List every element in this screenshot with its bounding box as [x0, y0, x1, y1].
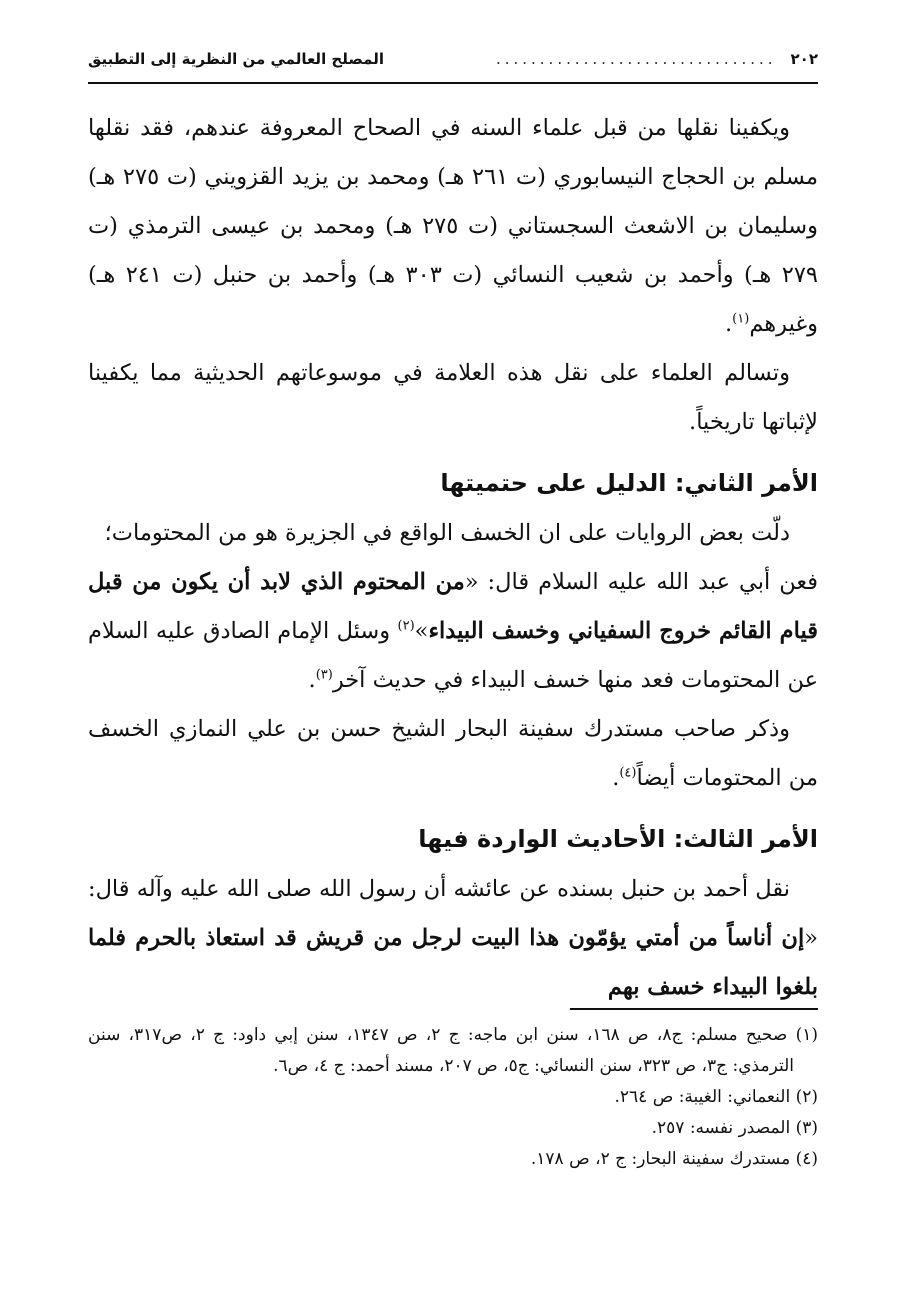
running-title: المصلح العالمي من النظرية إلى التطبيق	[88, 50, 384, 68]
footnote-ref-1: (١)	[732, 311, 750, 326]
footnote-ref-3: (٣)	[315, 667, 333, 682]
paragraph-abu-abdullah-narration: فعن أبي عبد الله عليه السلام قال: «من المحتوم الذي لابد أن يكون من قبل قيام القائم خروج السفياني وخسف البيداء»$^{(٢)}$ وسئل الإمام الصادق عليه السلام عن المحتومات فعد منها خسف البيداء في حديث آخر$^{(٣)}$.	[88, 568, 818, 693]
body-text	[88, 104, 818, 1012]
footnote-2: (٢) النعماني: الغيبة: ص ٢٦٤.	[614, 1087, 818, 1107]
section-heading-3: الأمر الثالث: الأحاديث الواردة فيها	[418, 824, 818, 853]
footnote-ref-2: (٢)	[397, 618, 415, 633]
quoted-hadith: من المحتوم الذي لابد أن يكون من قبل قيام القائم خروج السفياني وخسف البيداء	[88, 568, 818, 644]
footnote-1: (١) صحيح مسلم: ج٨، ص ١٦٨، سنن ابن ماجه: ج ٢، ص ١٣٤٧، سنن إبي داود: ج ٢، ص٣١٧، سنن الترمذي: ج٣، ص ٣٢٣، سنن النسائي: ج٥، ص ٢٠٧، مسند أحمد: ج ٤، ص٦.	[88, 1025, 818, 1076]
paragraph-scholars-consensus: وتسالم العلماء على نقل هذه العلامة في موسوعاتهم الحديثية مما يكفينا لإثباتها تاريخياً.	[88, 359, 818, 435]
running-header	[88, 50, 818, 82]
paragraph-mustadrak: وذكر صاحب مستدرك سفينة البحار الشيخ حسن بن علي النمازي الخسف من المحتومات أيضاً$^{(٤)}$.	[88, 715, 818, 791]
footnote-4: (٤) مستدرك سفينة البحار: ج ٢، ص ١٧٨.	[530, 1149, 818, 1169]
footnotes	[88, 1020, 818, 1175]
book-page	[88, 50, 818, 1280]
footnote-separator	[570, 1008, 818, 1010]
paragraph-narrations-intro: دلّت بعض الروايات على ان الخسف الواقع في الجزيرة هو من المحتومات؛	[104, 519, 790, 546]
section-heading-2: الأمر الثاني: الدليل على حتميتها	[440, 468, 818, 497]
quoted-hadith-2: إن أناساً من أمتي يؤمّون هذا البيت لرجل من قريش قد استعاذ بالحرم فلما بلغوا البيداء خسف بهم	[88, 924, 818, 1000]
header-leader-dots: ................................	[495, 50, 777, 68]
footnote-ref-4: (٤)	[619, 765, 637, 780]
header-rule	[88, 82, 818, 84]
page-number: ٢٠٢	[790, 50, 818, 68]
paragraph-sunni-sources: ويكفينا نقلها من قبل علماء السنه في الصحاح المعروفة عندهم، فقد نقلها مسلم بن الحجاج النيسابوري (ت ٢٦١ هـ) ومحمد بن يزيد القزويني (ت ٢٧٥ هـ) وسليمان بن الاشعث السجستاني (ت ٢٧٥ هـ) ومحمد بن عيسى الترمذي (ت ٢٧٩ هـ) وأحمد بن شعيب النسائي (ت ٣٠٣ هـ) وأحمد بن حنبل (ت ٢٤١ هـ) وغيرهم$^{(١)}$.	[88, 114, 819, 337]
footnote-3: (٣) المصدر نفسه: ٢٥٧.	[651, 1118, 818, 1138]
paragraph-ahmad-narration: نقل أحمد بن حنبل بسنده عن عائشه أن رسول الله صلى الله عليه وآله قال: «إن أناساً من أمتي يؤمّون هذا البيت لرجل من قريش قد استعاذ بالحرم فلما بلغوا البيداء خسف بهم	[88, 875, 818, 1000]
